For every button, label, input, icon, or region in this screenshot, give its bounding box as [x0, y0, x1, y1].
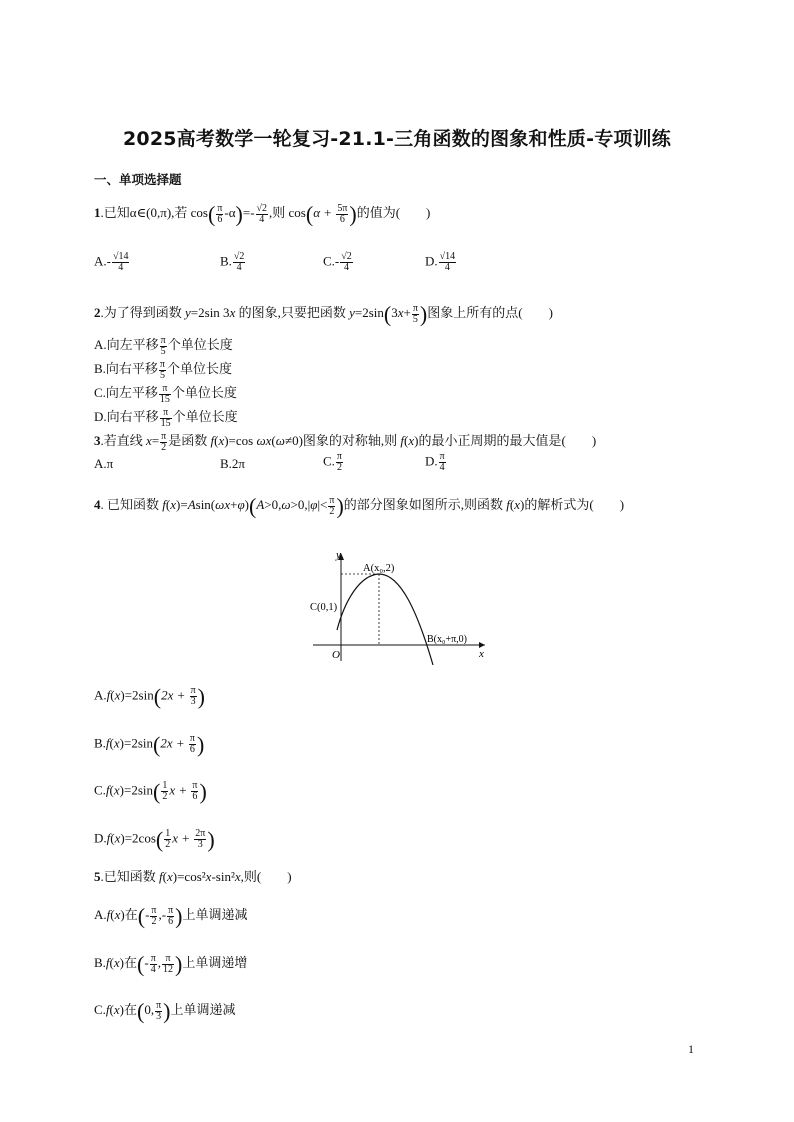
- sine-curve: [337, 574, 433, 665]
- question-number: 2: [94, 305, 101, 320]
- question-1: 1.已知α∈(0,π),若 cos( $\frac{\pi}{6}$ -α)=- $\frac{√2}{4}$ ,则 cos(α + $\frac{5\pi}{6}$ )的值为( ): [94, 201, 431, 227]
- origin-label: O: [332, 649, 340, 661]
- q3-option-b[interactable]: B.2π: [220, 456, 245, 471]
- q2-option-d[interactable]: D.向右平移 $\frac{\pi}{15}$ 个单位长度: [94, 406, 238, 429]
- q5-option-c[interactable]: C.f(x)在(0, $\frac{\pi}{3}$ )上单调递减: [94, 998, 236, 1024]
- q1-option-d[interactable]: D. $\frac{√14}{4}$: [425, 251, 456, 273]
- question-number: 4: [94, 497, 101, 512]
- q5-option-b[interactable]: B.f(x)在(- $\frac{\pi}{4}$ , $\frac{\pi}{12}$ )上单调递增: [94, 951, 248, 977]
- point-c-label: C(0,1): [310, 602, 338, 613]
- q5-option-a[interactable]: A.f(x)在(- $\frac{\pi}{2}$ ,- $\frac{\pi}{6}$ )上单调递减: [94, 903, 248, 929]
- y-axis-label: y: [336, 549, 341, 561]
- q1-option-a[interactable]: A.- $\frac{√14}{4}$: [94, 251, 129, 273]
- point-a-label: A(x₀,2): [363, 563, 395, 574]
- section-heading: 一、单项选择题: [94, 172, 182, 187]
- q1-option-b[interactable]: B. $\frac{√2}{4}$: [220, 251, 245, 273]
- q1-option-c[interactable]: C.- $\frac{√2}{4}$: [323, 251, 352, 273]
- page-number: 1: [688, 1042, 694, 1056]
- question-5: 5.已知函数 f(x)=cos²x-sin²x,则( ): [94, 869, 292, 884]
- q3-option-a[interactable]: A.π: [94, 456, 114, 471]
- page-title: 2025高考数学一轮复习-21.1-三角函数的图象和性质-专项训练: [122, 128, 672, 150]
- q3-option-c[interactable]: C. $\frac{\pi}{2}$: [323, 451, 342, 473]
- x-axis-label: x: [479, 648, 484, 660]
- question-4: 4. 已知函数 f(x)=Asin(ωx+φ)(A>0,ω>0,|φ|< $\frac{\pi}{2}$ )的部分图象如图所示,则函数 f(x)的解析式为( ): [94, 493, 625, 519]
- q4-option-c[interactable]: C.f(x)=2sin( $\frac{1}{2}$ x + $\frac{\pi}{6}$ ): [94, 779, 207, 804]
- q2-option-b[interactable]: B.向右平移 $\frac{\pi}{5}$ 个单位长度: [94, 358, 232, 381]
- question-number: 1: [94, 205, 101, 220]
- question-2: 2.为了得到函数 y=2sin 3x 的图象,只要把函数 y=2sin(3x+ $\frac{\pi}{5}$ )图象上所有的点( ): [94, 301, 553, 327]
- q2-option-c[interactable]: C.向左平移 $\frac{\pi}{15}$ 个单位长度: [94, 382, 237, 405]
- question-number: 5: [94, 869, 101, 884]
- question-number: 3: [94, 433, 101, 448]
- q3-option-d[interactable]: D. $\frac{\pi}{4}$: [425, 451, 445, 473]
- point-b-label: B(x₀+π,0): [427, 634, 468, 645]
- q4-option-d[interactable]: D.f(x)=2cos( $\frac{1}{2}$ x + $\frac{2\pi}{3}$ ): [94, 827, 215, 852]
- q4-option-a[interactable]: A.f(x)=2sin(2x + $\frac{\pi}{3}$ ): [94, 684, 205, 709]
- function-graph: [305, 545, 495, 665]
- q2-option-a[interactable]: A.向左平移 $\frac{\pi}{5}$ 个单位长度: [94, 334, 233, 357]
- q4-option-b[interactable]: B.f(x)=2sin(2x + $\frac{\pi}{6}$ ): [94, 732, 205, 757]
- question-3: 3.若直线 x= $\frac{\pi}{2}$ 是函数 f(x)=cos ωx(ω≠0)图象的对称轴,则 f(x)的最小正周期的最大值是( ): [94, 430, 597, 453]
